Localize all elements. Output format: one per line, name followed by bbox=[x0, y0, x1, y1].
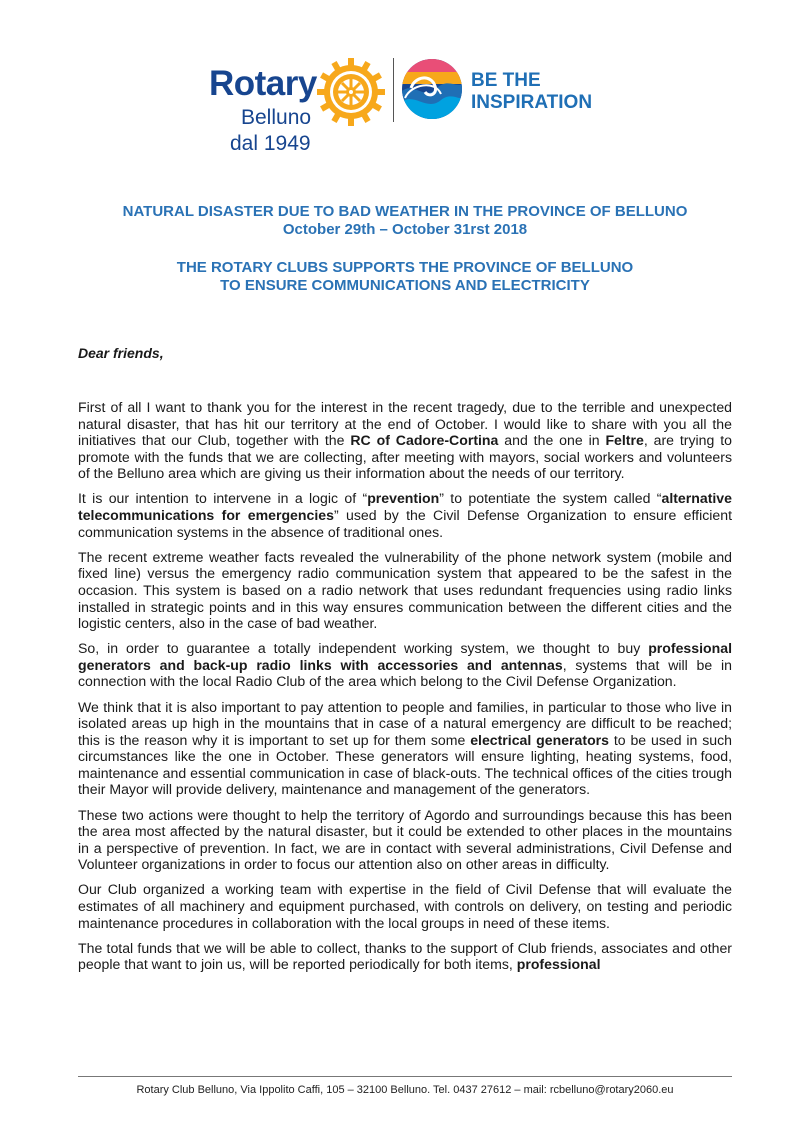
heading-subtitle-1: THE ROTARY CLUBS SUPPORTS THE PROVINCE OF BELLUNO bbox=[176, 259, 634, 276]
paragraph-4: So, in order to guarantee a totally independent working system, we thought to buy professional generators and back-up radio links with accessories and antennas, systems that will be in connection with the local Radio Club of the area which belong to the Civil Defense Organization. bbox=[78, 640, 732, 690]
paragraph-3: The recent extreme weather facts revealed the vulnerability of the phone network system (mobile and fixed line) versus the emergency radio communication system that appeared to be the safest in the occasion. This system is based on a radio network that uses redundant frequencies using radio links installed in strategic points and in this way ensures communication between the different cities and the logistic centers, also in the case of bad weather. bbox=[78, 548, 732, 632]
paragraph-7: Our Club organized a working team with expertise in the field of Civil Defense that will evaluate the estimates of all machinery and equipment purchased, with controls on delivery, on testing and periodic maintenance procedures in collaboration with the local groups in need of these items. bbox=[78, 881, 732, 931]
paragraph-6: These two actions were thought to help the territory of Agordo and surroundings because this has been the area most affected by the natural disaster, but it could be extended to other places in the mountains in a perspective of prevention. In fact, we are in contact with several administrations, Civil Defense and Volunteer organizations in order to focus our attention also on other areas in difficulty. bbox=[78, 806, 732, 873]
rotary-wheel-icon bbox=[315, 56, 387, 128]
salutation: Dear friends, bbox=[78, 345, 164, 361]
bold-professional-generators: professional generators and back-up radio links with accessories and antennas bbox=[78, 640, 732, 673]
heading-subtitle-2: TO ENSURE COMMUNICATIONS AND ELECTRICITY bbox=[220, 277, 590, 294]
club-logo bbox=[205, 52, 605, 157]
footer-contact: Rotary Club Belluno, Via Ippolito Caffi, 105 – 32100 Belluno. Tel. 0437 27612 – mail: rcbelluno@rotary2060.eu bbox=[136, 1084, 674, 1096]
bold-prevention: prevention bbox=[367, 490, 440, 507]
logo-divider bbox=[393, 58, 394, 122]
bold-rc-cadore-cortina: RC of Cadore-Cortina bbox=[350, 432, 499, 449]
heading-title: NATURAL DISASTER DUE TO BAD WEATHER IN THE PROVINCE OF BELLUNO bbox=[122, 203, 688, 220]
be-the-inspiration-wave-icon bbox=[401, 58, 463, 120]
paragraph-8: The total funds that we will be able to collect, thanks to the support of Club friends, associates and other people that want to join us, will be reported periodically for both items, professional bbox=[78, 939, 732, 973]
bold-professional: professional bbox=[516, 956, 601, 973]
slogan-line-1: BE THE bbox=[471, 70, 541, 91]
paragraph-5: We think that it is also important to pay attention to people and families, in particular to those who live in isolated areas up high in the mountains that in case of a natural emergency are difficult to be reached; this is the reason why it is important to set up for them some electrical generators to be used in such circumstances like the one in October. These generators will ensure lighting, heating systems, food, maintenance and essential communication in case of black-outs. The technical offices of the cities trough their Mayor will provide delivery, maintenance and management of the generators. bbox=[78, 698, 732, 798]
footer-divider bbox=[78, 1076, 732, 1077]
bold-feltre: Feltre bbox=[605, 432, 644, 449]
bold-alternative-telecommunications: alternative telecommunications for emergencies bbox=[78, 490, 732, 524]
slogan-line-2: INSPIRATION bbox=[471, 92, 593, 113]
bold-electrical-generators: electrical generators bbox=[470, 731, 609, 748]
logo-rotary-wordmark: Rotary bbox=[209, 64, 317, 103]
heading-dates: October 29th – October 31rst 2018 bbox=[282, 221, 528, 238]
paragraph-2: It is our intention to intervene in a logic of “prevention” to potentiate the system called “alternative telecommunications for emergencies” used by the Civil Defense Organization to ensure efficient communication systems in the absence of traditional ones. bbox=[78, 490, 732, 540]
logo-club-name: Belluno bbox=[241, 106, 312, 129]
logo-club-year: dal 1949 bbox=[230, 132, 311, 155]
letter-body bbox=[78, 399, 732, 981]
paragraph-1: First of all I want to thank you for the interest in the recent tragedy, due to the terrible and unexpected natural disaster, that has hit our territory at the end of October. I would like to share with you all the initiatives that our Club, together with the RC of Cadore-Cortina and the one in Feltre, are trying to promote with the funds that we are collecting, after meeting with mayors, social workers and volunteers of the Belluno area which are giving us their information about the needs of our territory. bbox=[78, 399, 733, 482]
